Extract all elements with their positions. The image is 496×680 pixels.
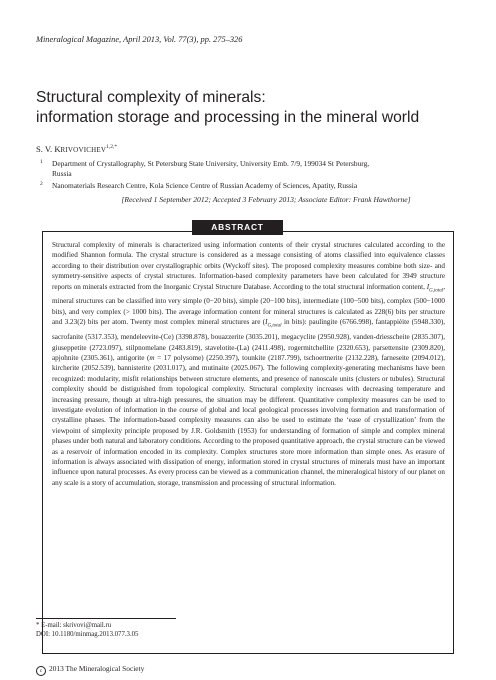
math-symbol: I xyxy=(426,282,430,291)
affiliation-number: 2 xyxy=(40,181,43,187)
received-dates: [Received 1 September 2012; Accepted 3 February 2013; Associate Editor: Frank Hawthorne] xyxy=(121,195,411,204)
abstract-part-2: , mineral structures can be classified into very simple (0−20 bits), simple (20−100 bits), intermediate (100−500 bits), complex (500−1000 bits), and very complex (> 1000 bits). The average information content for mineral structures is calculated as 228(6) bits per structure and 3.23(2) bits per atom. Twenty most complex mineral structures are ( xyxy=(52,282,445,327)
doi-footnote: DOI: 10.1180/minmag.2013.077.3.05 xyxy=(36,631,139,638)
email-footnote: * E-mail: skrivovi@mail.ru xyxy=(36,622,112,629)
affiliation-text-line: Nanomaterials Research Centre, Kola Science Centre of Russian Academy of Sciences, Apatity, Russia xyxy=(52,181,358,190)
title-line-2: information storage and processing in the mineral world xyxy=(36,109,420,126)
abstract-text xyxy=(52,240,445,488)
article-title xyxy=(36,88,476,128)
title-line-1: Structural complexity of minerals: xyxy=(36,89,266,106)
math-subscript: G,total xyxy=(267,323,282,329)
affiliation-number: 1 xyxy=(40,159,43,165)
journal-header: Mineralogical Magazine, April 2013, Vol. 77(3), pp. 275–326 xyxy=(36,35,243,44)
math-symbol: I xyxy=(265,318,268,327)
copyright-line xyxy=(36,664,144,676)
affiliation-2 xyxy=(36,181,436,191)
abstract-label: ABSTRACT xyxy=(192,220,283,235)
abstract-part-3: in bits): paulingite (6766.998), fantappièite (5948.330), sacrofanite (5317.353), mendeleevite-(Ce) (3398.878), bouazzerite (3035.201), megacyclite (2950.928), vanden-driesscheite (2835.307), giuseppetite (2723.097), stilpnomelane (2483.819), stavelotite-(La) (2411.498), rogermitchellite (2320.653), parsettensite (2309.820), apjohnite (2305.361), antigorite ( xyxy=(52,318,445,362)
abstract-part-4: = 17 polysome) (2250.397), tounkite (2187.799), tschoertnerite (2132.228), farneseite (2094.012), kircherite (2052.539), bannisterite (2031.017), and mutinaite (2025.067). The following complexity-generating mechanisms have been recognized: modularity, misfit relationships between structure elements, and presence of nanoscale units (clusters or tubules). Structural complexity should be distiguished from topological complexity. Structural complexity increases with decreasing temperature and increasing pressure, though at ultra-high pressures, the situation may be different. Quantitative complexity measures can be used to investigate evolution of information in the course of global and local geological processes involving formation and transformation of crystalline phases. The information-based complexity measures can also be used to estimate the ‘ease of crystallization’ from the viewpoint of simplexity principle proposed by J.R. Goldsmith (1953) for understanding of formation of simple and complex mineral phases under both natural and laboratory conditions. According to the proposed quantitative approach, the crystal structure can be viewed as a reservoir of information encoded in its complexity. Complex structures store more information than simple ones. As erasure of information is always associated with dissipation of energy, information stored in crystal structures of minerals must have an important influence upon natural processes. As every process can be viewed as a communication channel, the mineralogical history of our planet on any scale is a story of accumulation, storage, transmission and processing of structural information. xyxy=(52,353,446,487)
footnote-rule xyxy=(36,618,176,619)
math-symbol: m xyxy=(149,353,155,362)
author-initials: S. V. K xyxy=(36,144,61,154)
affiliation-text-line: Department of Crystallography, St Petersburg State University, University Emb. 7/9, 199034 St Petersburg, xyxy=(52,159,370,168)
author-affiliation-marks: 1,2,* xyxy=(106,144,118,151)
author-surname: RIVOVICHEV xyxy=(60,146,107,154)
copyright-text: 2013 The Mineralogical Society xyxy=(49,664,145,673)
math-subscript: G,total xyxy=(429,288,444,294)
affiliation-text-line: Russia xyxy=(52,169,72,178)
author-line xyxy=(36,144,117,154)
copyright-icon: c xyxy=(36,666,46,676)
abstract-part-1: Structural complexity of minerals is characterized using information contents of their crystal structures calculated according to the modified Shannon formula. The crystal structure is considered as a message consisting of atoms classified into equivalence classes according to their distribution over crystallographic orbits (Wyckoff sites). The proposed complexity measures combine both size- and symmetry-sensitive aspects of crystal structures. Information-based complexity parameters have been calculated for 3949 structure reports on minerals extracted from the Inorganic Crystal Structure Database. According to the total structural information content, xyxy=(52,241,445,291)
affiliation-1 xyxy=(36,159,436,179)
